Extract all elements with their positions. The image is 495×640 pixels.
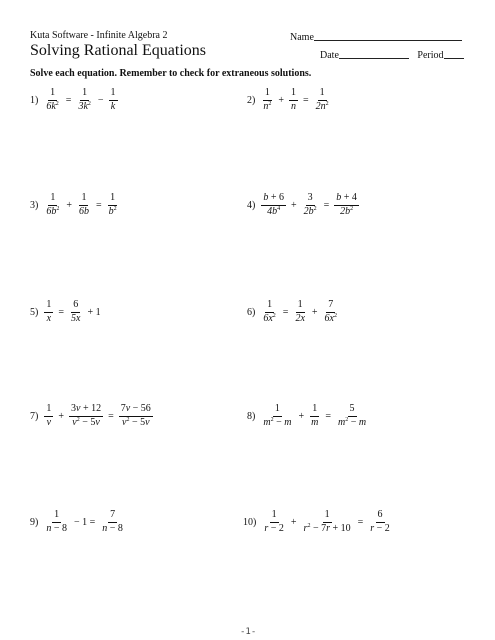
problem-label: 2) bbox=[247, 94, 256, 106]
problem-1: 1) $\frac{1}{6k^2}$ = $\frac{1}{3k^2}$ − $\frac{1}{k}$ bbox=[30, 87, 116, 112]
fraction: $\frac{1}{6x^2}$ bbox=[263, 299, 276, 324]
fraction: $\frac{7v - 56}{v^2 - 5v}$ bbox=[120, 403, 151, 428]
period-label: Period bbox=[417, 50, 444, 61]
fraction: $\frac{1}{r - 2}$ bbox=[264, 509, 284, 534]
fraction: $\frac{1}{n^2}$ bbox=[263, 87, 272, 112]
fraction: $\frac{1}{v}$ bbox=[46, 403, 52, 428]
fraction: $\frac{b + 6}{4b^4}$ bbox=[263, 192, 284, 217]
name-label: Name bbox=[290, 32, 314, 43]
fraction: $\frac{1}{b^2}$ bbox=[108, 192, 117, 217]
fraction: $\frac{1}{n - 8}$ bbox=[46, 509, 67, 534]
name-field bbox=[290, 30, 462, 43]
problem-3: 3) $\frac{1}{6b^2}$ + $\frac{1}{6b}$ = $\frac{1}{b^2}$ bbox=[30, 192, 117, 217]
period-blank bbox=[444, 48, 464, 59]
fraction: $\frac{1}{2n^2}$ bbox=[315, 87, 329, 112]
fraction: $\frac{1}{m^2 - m}$ bbox=[263, 403, 292, 428]
date-period-fields bbox=[320, 48, 464, 61]
problem-label: 10) bbox=[243, 516, 257, 528]
problem-label: 7) bbox=[30, 410, 39, 422]
instructions: Solve each equation. Remember to check for extraneous solutions. bbox=[30, 68, 312, 79]
problem-8: 8) $\frac{1}{m^2 - m}$ + $\frac{1}{m}$ = $\frac{5}{m^2 - m}$ bbox=[247, 403, 367, 428]
fraction: $\frac{b + 4}{2b^2}$ bbox=[336, 192, 357, 217]
problem-label: 6) bbox=[247, 306, 256, 318]
problem-label: 1) bbox=[30, 94, 39, 106]
problem-7: 7) $\frac{1}{v}$ + $\frac{3v + 12}{v^2 - 5v}$ = $\frac{7v - 56}{v^2 - 5v}$ bbox=[30, 403, 151, 428]
problem-9: 9) $\frac{1}{n - 8}$ − 1 = $\frac{7}{n - 8}$ bbox=[30, 509, 123, 534]
fraction: $\frac{1}{x}$ bbox=[46, 299, 52, 324]
problem-10: 10) $\frac{1}{r - 2}$ + $\frac{1}{r^2 - 7r + 10}$ = $\frac{6}{r - 2}$ bbox=[243, 509, 390, 534]
problem-label: 8) bbox=[247, 410, 256, 422]
fraction: $\frac{5}{m^2 - m}$ bbox=[337, 403, 367, 428]
fraction: $\frac{1}{m}$ bbox=[311, 403, 319, 428]
problem-label: 5) bbox=[30, 306, 39, 318]
date-label: Date bbox=[320, 50, 339, 61]
problem-label: 4) bbox=[247, 199, 256, 211]
problem-label: 9) bbox=[30, 516, 39, 528]
fraction: $\frac{3v + 12}{v^2 - 5v}$ bbox=[70, 403, 102, 428]
problem-6: 6) $\frac{1}{6x^2}$ = $\frac{1}{2x}$ + $\frac{7}{6x^2}$ bbox=[247, 299, 337, 324]
page-number: -1- bbox=[240, 627, 257, 637]
problem-label: 3) bbox=[30, 199, 39, 211]
fraction: $\frac{3}{2b^2}$ bbox=[303, 192, 317, 217]
fraction: $\frac{1}{k}$ bbox=[110, 87, 116, 112]
fraction: $\frac{1}{6b}$ bbox=[78, 192, 89, 217]
fraction: $\frac{7}{n - 8}$ bbox=[102, 509, 123, 534]
fraction: $\frac{1}{n}$ bbox=[290, 87, 296, 112]
worksheet-title: Solving Rational Equations bbox=[30, 42, 206, 59]
problem-2: 2) $\frac{1}{n^2}$ + $\frac{1}{n}$ = $\frac{1}{2n^2}$ bbox=[247, 87, 329, 112]
fraction: $\frac{6}{r - 2}$ bbox=[370, 509, 390, 534]
date-blank bbox=[339, 48, 409, 59]
fraction: $\frac{6}{5x}$ bbox=[70, 299, 81, 324]
fraction: $\frac{7}{6x^2}$ bbox=[324, 299, 337, 324]
problem-5: 5) $\frac{1}{x}$ = $\frac{6}{5x}$ + 1 bbox=[30, 299, 101, 324]
fraction: $\frac{1}{3k^2}$ bbox=[78, 87, 91, 112]
problem-4: 4) $\frac{b + 6}{4b^4}$ + $\frac{3}{2b^2}$ = $\frac{b + 4}{2b^2}$ bbox=[247, 192, 357, 217]
software-credit: Kuta Software - Infinite Algebra 2 bbox=[30, 30, 168, 41]
fraction: $\frac{1}{6k^2}$ bbox=[46, 87, 59, 112]
fraction: $\frac{1}{6b^2}$ bbox=[46, 192, 60, 217]
fraction: $\frac{1}{r^2 - 7r + 10}$ bbox=[303, 509, 351, 534]
fraction: $\frac{1}{2x}$ bbox=[295, 299, 305, 324]
name-blank bbox=[314, 30, 462, 41]
